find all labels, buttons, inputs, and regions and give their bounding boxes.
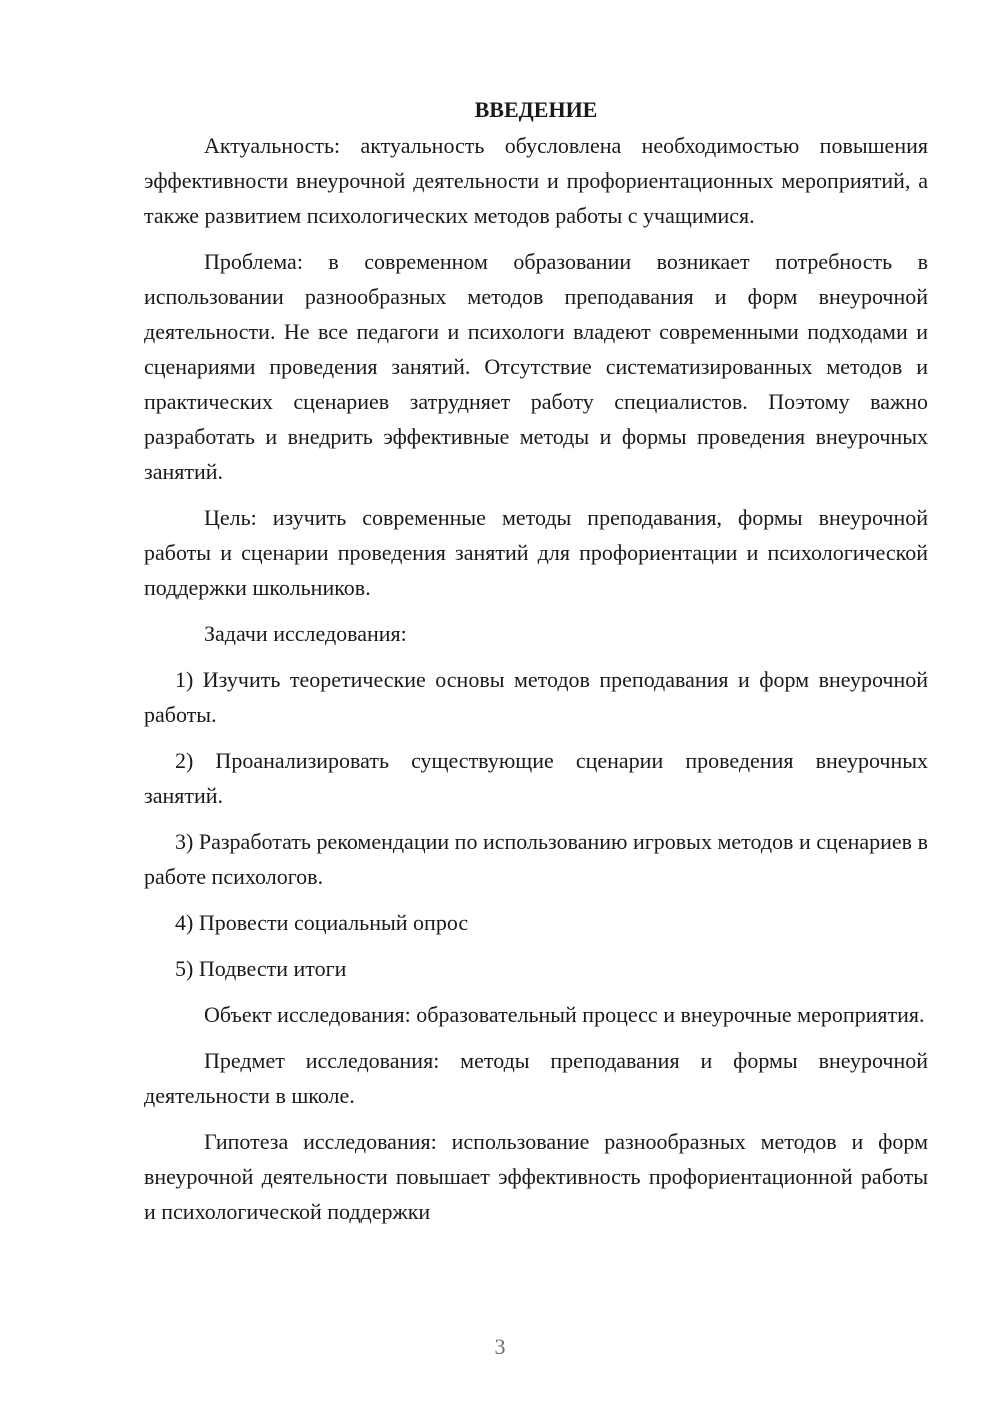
document-page	[144, 92, 928, 1240]
paragraph-relevance: Актуальность: актуальность обусловлена необходимостью повышения эффективности внеурочной деятельности и профориентационных мероприятий, а также развитием психологических методов работы с учащимися.	[144, 133, 928, 228]
paragraph-problem: Проблема: в современном образовании возникает потребность в использовании разнообразных методов преподавания и форм внеурочной деятельности. Не все педагоги и психологи владеют современными подходами и сценариями проведения занятий. Отсутствие систематизированных методов и практических сценариев затрудняет работу специалистов. Поэтому важно разработать и внедрить эффективные методы и формы проведения внеурочных занятий.	[144, 249, 928, 484]
task-item: 3) Разработать рекомендации по использованию игровых методов и сценариев в работе психологов.	[144, 829, 928, 889]
paragraph-tasks-heading: Задачи исследования:	[204, 621, 407, 646]
task-item: 5) Подвести итоги	[175, 956, 347, 981]
paragraph-hypothesis: Гипотеза исследования: использование разнообразных методов и форм внеурочной деятельности повышает эффективность профориентационной работы и психологической поддержки	[144, 1129, 928, 1224]
section-title: ВВЕДЕНИЕ	[474, 97, 598, 122]
task-item: 2) Проанализировать существующие сценарии проведения внеурочных занятий.	[144, 748, 928, 808]
paragraph-subject: Предмет исследования: методы преподавания и формы внеурочной деятельности в школе.	[144, 1048, 928, 1108]
task-item: 1) Изучить теоретические основы методов преподавания и форм внеурочной работы.	[144, 667, 928, 727]
task-item: 4) Провести социальный опрос	[175, 910, 469, 935]
paragraph-object: Объект исследования: образовательный процесс и внеурочные мероприятия.	[204, 1002, 925, 1027]
page-number: 3	[494, 1334, 506, 1359]
paragraph-goal: Цель: изучить современные методы преподавания, формы внеурочной работы и сценарии проведения занятий для профориентации и психологической поддержки школьников.	[144, 505, 928, 600]
